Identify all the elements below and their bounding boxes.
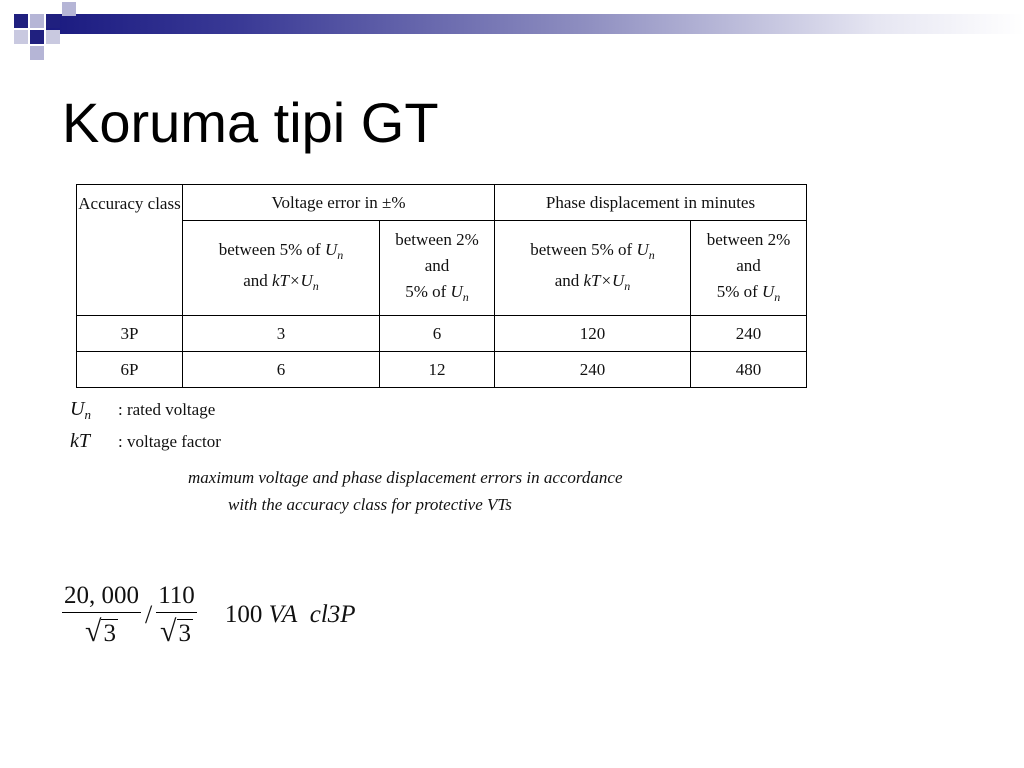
table-row [77, 352, 807, 388]
subheader-ve-5pct: between 5% of $U_n$ and $kT\times U_n$ [183, 221, 380, 316]
deco-square [30, 30, 44, 44]
accuracy-class-table [76, 184, 807, 388]
deco-square [14, 30, 28, 44]
cell-class: 6P [77, 352, 183, 388]
cell-voltage-error: 6 [183, 352, 380, 388]
deco-square [14, 14, 28, 28]
cell-phase-displacement: 240 [691, 316, 807, 352]
cell-phase-displacement: 480 [691, 352, 807, 388]
deco-square [30, 46, 44, 60]
burden-rating: 100 VA cl3P [224, 601, 356, 628]
secondary-voltage-fraction: 110 √ 3 [158, 582, 195, 648]
subheader-pd-2pct: between 2% and 5% of $U_n$ [691, 221, 807, 316]
legend-item-kt: kT : voltage factor [70, 430, 221, 452]
deco-square [46, 14, 60, 28]
cell-phase-displacement: 120 [495, 316, 691, 352]
subheader-ve-2pct: between 2% and 5% of $U_n$ [380, 221, 495, 316]
header-gradient-bar [46, 14, 1024, 34]
cell-voltage-error: 12 [380, 352, 495, 388]
legend-item-un: $U_n$ : rated voltage [70, 398, 216, 422]
deco-square [62, 2, 76, 16]
table-caption: maximum voltage and phase displacement errors in accordance with the accuracy class for protective VTs [188, 468, 623, 514]
cell-voltage-error: 6 [380, 316, 495, 352]
cell-voltage-error: 3 [183, 316, 380, 352]
deco-square [30, 14, 44, 28]
header-voltage-error: Voltage error in ±% [183, 185, 495, 221]
vt-ratio-formula: 20, 000 √ 3 / 110 √ 3 100 VA cl3P [64, 582, 356, 648]
table-row [77, 316, 807, 352]
slide-title: Koruma tipi GT [62, 91, 439, 154]
header-accuracy-class: Accuracy class [77, 185, 183, 316]
cell-phase-displacement: 240 [495, 352, 691, 388]
header-phase-displacement: Phase displacement in minutes [495, 185, 807, 221]
subheader-pd-5pct: between 5% of $U_n$ and $kT\times U_n$ [495, 221, 691, 316]
symbol-legend [70, 396, 221, 455]
cell-class: 3P [77, 316, 183, 352]
primary-voltage-fraction: 20, 000 √ 3 [64, 582, 139, 648]
deco-square [46, 30, 60, 44]
